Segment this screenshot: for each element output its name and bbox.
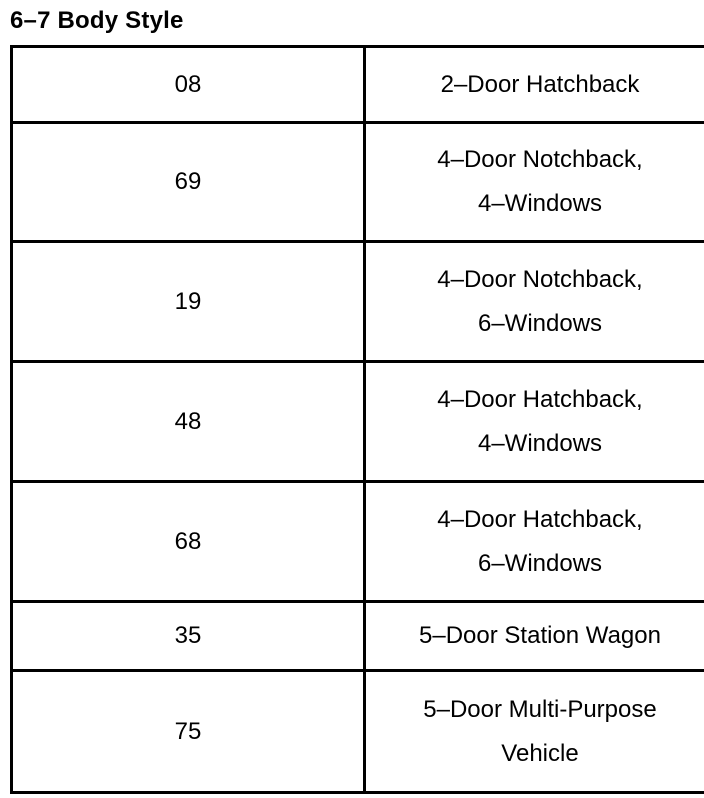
description-line: 5–Door Station Wagon (419, 622, 661, 649)
body-style-code: 69 (12, 123, 365, 242)
table-row (12, 362, 704, 482)
body-style-code: 48 (12, 362, 365, 482)
body-style-code: 19 (12, 242, 365, 362)
description-line: 2–Door Hatchback (440, 70, 640, 98)
body-style-code: 75 (12, 671, 365, 793)
section-title: 6–7 Body Style (10, 7, 184, 34)
description-line: 6–Windows (477, 309, 603, 337)
table-row (12, 242, 704, 362)
body-style-description (365, 47, 704, 123)
table-row (12, 47, 704, 123)
table-row (12, 123, 704, 242)
table-row (12, 671, 704, 793)
description-line: 4–Door Notchback, (437, 265, 643, 293)
description-line: 4–Door Hatchback, (437, 385, 643, 413)
body-style-description (365, 123, 704, 242)
description-line: Vehicle (501, 739, 579, 767)
body-style-code: 68 (12, 482, 365, 602)
body-style-description (365, 602, 704, 671)
table-row (12, 602, 704, 671)
description-line: 5–Door Multi-Purpose (423, 695, 657, 723)
description-line: 6–Windows (477, 549, 603, 577)
body-style-table (10, 45, 704, 794)
description-line: 4–Door Hatchback, (437, 505, 643, 533)
table-row (12, 482, 704, 602)
body-style-code: 08 (12, 47, 365, 123)
description-line: 4–Door Notchback, (437, 146, 643, 173)
body-style-description (365, 362, 704, 482)
body-style-code: 35 (12, 602, 365, 671)
description-line: 4–Windows (477, 429, 603, 457)
body-style-description (365, 671, 704, 793)
body-style-description (365, 242, 704, 362)
body-style-description (365, 482, 704, 602)
description-line: 4–Windows (477, 190, 603, 217)
